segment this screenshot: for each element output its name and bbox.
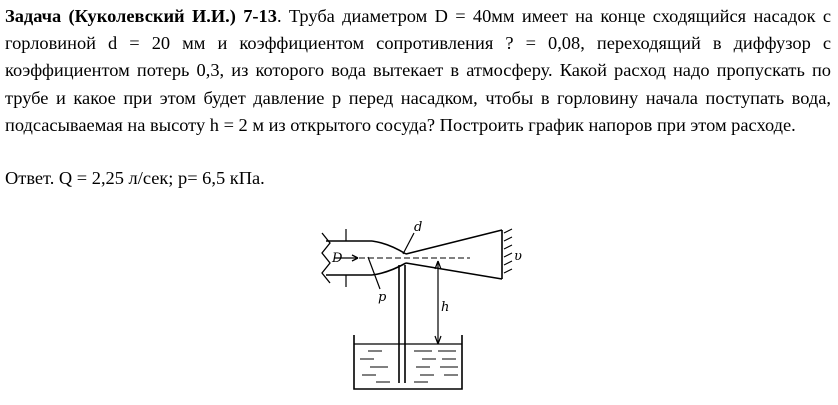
problem-title: Задача (Куколевский И.И.) 7-13 [5,6,277,26]
label-velocity: υ [514,249,522,264]
diffuser-bottom [406,263,502,279]
label-D: D [332,251,343,266]
problem-statement [5,3,831,139]
label-d: d [414,220,423,235]
diagram-svg [310,211,530,396]
open-tank [354,335,462,389]
problem-title-period: . [276,6,282,26]
nozzle-top [372,241,406,254]
nozzle-bottom [372,263,406,275]
answer-line: Ответ. Q = 2,25 л/сек; р= 6,5 кПа. [5,168,265,188]
label-h: h [441,300,450,315]
label-p: p [378,290,387,305]
d-leader [403,233,414,254]
water-hatch [360,351,458,382]
outlet-hatch [504,229,512,273]
p-leader [368,257,380,289]
pipe-nozzle-diagram [310,211,530,396]
problem-text: Труба диаметром D = 40мм имеет на конце сходящийся насадок с горловиной d = 20 мм и коэффициентом сопротивления ? = 0,08, переходящий в диффузор с коэффициентом потерь 0,3, из которого вода вытекает в атмосферу. Какой расход надо пропускать по трубе и какое при этом будет давление р перед насадком, чтобы в горловину начала поступать вода, подсасываемая на высоту h = 2 м из открытого сосуда? Построить график напоров при этом расходе. [5,6,831,135]
